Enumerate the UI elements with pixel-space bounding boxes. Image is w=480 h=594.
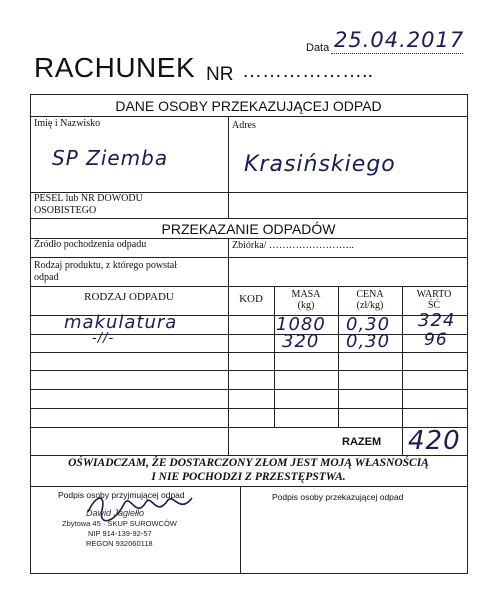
total-value: 420 — [408, 426, 461, 456]
stamp-address: Zbytowa 45 · SKUP SUROWCÓW — [62, 519, 177, 528]
number-value: ……………….. — [242, 60, 374, 82]
row-2-type: -//- — [92, 331, 115, 346]
row-1-mass: 1080 — [276, 314, 326, 335]
column-header-price-1: CENA — [356, 289, 384, 300]
date-value: 25.04.2017 — [334, 28, 465, 52]
source-label: Źródło pochodzenia odpadu — [34, 239, 147, 250]
number-label: NR — [206, 64, 234, 85]
company-stamp — [50, 496, 210, 570]
pesel-label-line-1: PESEL lub NR DOWODU — [34, 193, 143, 204]
date-dotted-line — [331, 53, 463, 54]
divider — [402, 286, 403, 455]
divider — [228, 286, 229, 455]
transfer-section-title: PRZEKAZANIE ODPADÓW — [161, 221, 336, 237]
person-section-title: DANE OSOBY PRZEKAZUJĄCEJ ODPAD — [115, 98, 382, 114]
stamp-name: Dawid Jagiełło — [86, 508, 145, 518]
divider — [240, 486, 241, 574]
divider — [228, 116, 229, 218]
column-header-code: KOD — [239, 293, 263, 305]
divider — [228, 238, 229, 286]
handwritten-signature — [84, 490, 204, 530]
product-label-line-1: Rodzaj produktu, z którego powstał — [34, 260, 178, 271]
name-value: SP Ziemba — [52, 146, 169, 170]
name-label: Imię i Nazwisko — [34, 118, 101, 129]
row-1-type: makulatura — [64, 312, 178, 333]
divider — [30, 116, 467, 117]
row-2-mass: 320 — [282, 331, 320, 352]
total-label: RAZEM — [342, 436, 382, 448]
stamp-nip: NIP 914-139-92-57 — [88, 529, 152, 538]
row-2-value: 96 — [424, 330, 448, 350]
column-header-type: RODZAJ ODPADU — [84, 291, 174, 303]
column-header-price-2: (zł/kg) — [356, 300, 384, 311]
column-header-mass-1: MASA — [291, 289, 321, 300]
receiver-signature-label: Podpis osoby przyjmującej odpad — [58, 490, 185, 500]
column-header-value-2: ŚĆ — [427, 300, 441, 311]
address-label: Adres — [232, 120, 256, 131]
divider — [30, 218, 467, 219]
date-label: Data — [306, 42, 330, 54]
divider — [30, 257, 467, 258]
declaration-line-1: OŚWIADCZAM, ŻE DOSTARCZONY ZŁOM JEST MOJĄ WŁASNOŚCIĄ — [68, 457, 429, 469]
declaration-line-2: I NIE POCHODZI Z PRZESTĘPSTWA. — [151, 471, 346, 483]
stamp-regon: REGON 932060118 — [86, 539, 153, 548]
column-header-mass-2: (kg) — [297, 300, 315, 311]
pesel-label-line-2: OSOBISTEGO — [34, 205, 97, 216]
row-1-price: 0,30 — [346, 314, 391, 335]
divider — [30, 455, 467, 456]
column-header-value-1: WARTO — [416, 289, 452, 300]
document-title: RACHUNEK — [34, 52, 196, 83]
row-1-value: 324 — [418, 310, 456, 331]
row-2-price: 0,30 — [346, 331, 391, 352]
collection-label: Zbiórka/ …………………….. — [232, 240, 354, 251]
giver-signature-label: Podpis osoby przekazującej odpad — [272, 492, 404, 502]
address-value: Krasińskiego — [244, 152, 396, 177]
product-label-line-2: odpad — [34, 272, 59, 283]
